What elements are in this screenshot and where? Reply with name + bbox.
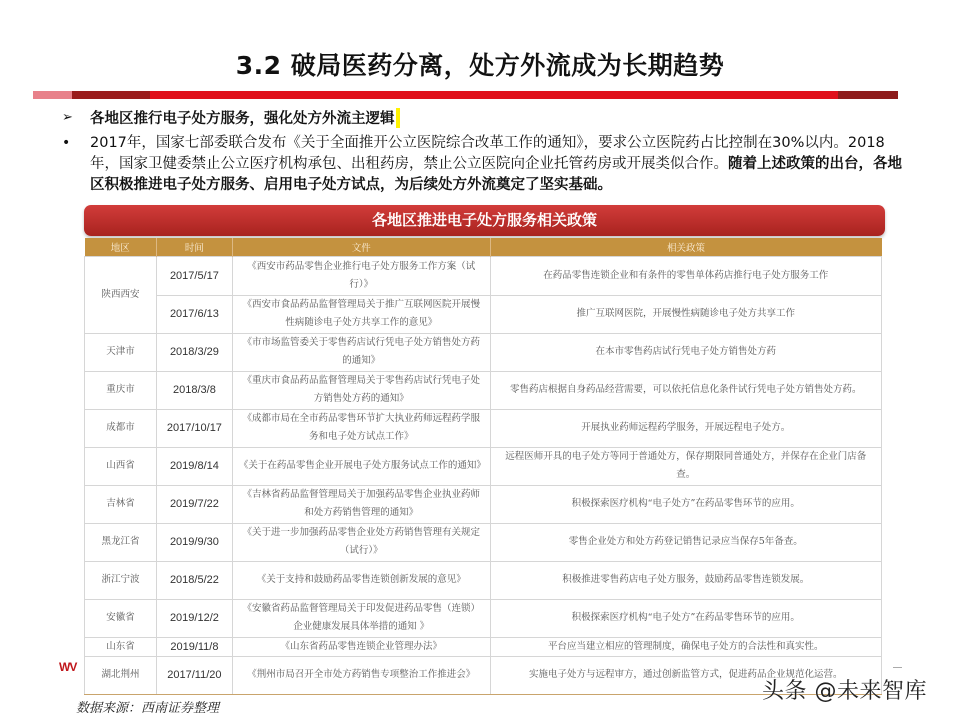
- cell-document: 《安徽省药品监督管理局关于印发促进药品零售（连锁）企业健康发展具体举措的通知 》: [232, 599, 490, 637]
- cell-date: 2019/7/22: [156, 485, 232, 523]
- arrow-bullet-icon: ➢: [62, 110, 73, 125]
- table-row: [85, 409, 882, 447]
- cell-policy: 零售药店根据自身药品经营需要，可以依托信息化条件试行凭电子处方销售处方药。: [490, 371, 881, 409]
- cell-date: 2019/8/14: [156, 447, 232, 485]
- cell-region: 吉林省: [85, 485, 157, 523]
- cell-date: 2017/6/13: [156, 295, 232, 333]
- cell-policy: 推广互联网医院，开展慢性病随诊电子处方共享工作: [490, 295, 881, 333]
- bar-segment: [33, 91, 72, 99]
- cell-region: 重庆市: [85, 371, 157, 409]
- table-row: [85, 485, 882, 523]
- dot-bullet-icon: •: [62, 135, 71, 151]
- table-row: [85, 637, 882, 656]
- cell-region: 黑龙江省: [85, 523, 157, 561]
- cell-region: 山东省: [85, 637, 157, 656]
- cell-region: 浙江宁波: [85, 561, 157, 599]
- table-row: [85, 523, 882, 561]
- table-row: [85, 295, 882, 333]
- paragraph-bold-text: 随着上述政策的出台，各地区积极推进电子处方服务、启用电子处方试点，为后续处方外流奠定了坚实基础。: [90, 156, 902, 193]
- cell-date: 2018/3/8: [156, 371, 232, 409]
- cell-date: 2017/5/17: [156, 256, 232, 295]
- cell-document: 《荆州市局召开全市处方药销售专项整治工作推进会》: [232, 656, 490, 694]
- paragraph-text: 2017年，国家七部委联合发布《关于全面推开公立医院综合改革工作的通知》，要求公立医院药占比控制在30%以内。2018年，国家卫健委禁止公立医疗机构承包、出租药房，禁止公立医院向企业托管药房或开展类似合作。: [90, 135, 885, 172]
- cell-document: 《吉林省药品监督管理局关于加强药品零售企业执业药师和处方药销售管理的通知》: [232, 485, 490, 523]
- cell-policy: 平台应当建立相应的管理制度，确保电子处方的合法性和真实性。: [490, 637, 881, 656]
- cell-document: 《市市场监管委关于零售药店试行凭电子处方销售处方药的通知》: [232, 333, 490, 371]
- cell-region: 陕西西安: [85, 256, 157, 333]
- cell-region: 成都市: [85, 409, 157, 447]
- header-region: 地区: [85, 238, 157, 256]
- decorative-dash: [893, 667, 902, 668]
- section-heading-text: 各地区推行电子处方服务，强化处方外流主逻辑: [90, 111, 395, 127]
- cell-region: 山西省: [85, 447, 157, 485]
- cell-document: 《成都市局在全市药品零售环节扩大执业药师远程药学服务和电子处方试点工作》: [232, 409, 490, 447]
- cell-document: 《关于进一步加强药品零售企业处方药销售管理有关规定（试行）》: [232, 523, 490, 561]
- cell-document: 《关于在药品零售企业开展电子处方服务试点工作的通知》: [232, 447, 490, 485]
- cell-date: 2017/10/17: [156, 409, 232, 447]
- cell-date: 2019/11/8: [156, 637, 232, 656]
- data-source-note: 数据来源：西南证券整理: [76, 701, 220, 716]
- cell-policy: 在药品零售连锁企业和有条件的零售单体药店推行电子处方服务工作: [490, 256, 881, 295]
- section-heading: [62, 107, 400, 128]
- title-divider-bar: [33, 91, 898, 99]
- table-row: [85, 256, 882, 295]
- slide-title: 3.2 破局医药分离，处方外流成为长期趋势: [235, 51, 725, 80]
- bar-segment: [838, 91, 898, 99]
- cell-region: 安徽省: [85, 599, 157, 637]
- cell-policy: 积极推进零售药店电子处方服务，鼓励药品零售连锁发展。: [490, 561, 881, 599]
- cell-date: 2018/3/29: [156, 333, 232, 371]
- cell-date: 2019/9/30: [156, 523, 232, 561]
- bar-segment: [72, 91, 150, 99]
- table-row: [85, 561, 882, 599]
- table-row: [85, 599, 882, 637]
- cell-policy: 在本市零售药店试行凭电子处方销售处方药: [490, 333, 881, 371]
- cell-date: 2017/11/20: [156, 656, 232, 694]
- cell-document: 《重庆市食品药品监督管理局关于零售药店试行凭电子处方销售处方药的通知》: [232, 371, 490, 409]
- text-cursor-highlight: [396, 108, 400, 128]
- cell-document: 《西安市药品零售企业推行电子处方服务工作方案（试行）》: [232, 256, 490, 295]
- table-banner-title: 各地区推进电子处方服务相关政策: [84, 205, 885, 236]
- table-row: [85, 371, 882, 409]
- cell-region: 天津市: [85, 333, 157, 371]
- cell-policy: 零售企业处方和处方药登记销售记录应当保存5年备查。: [490, 523, 881, 561]
- body-paragraph: [62, 133, 922, 196]
- table-row: [85, 333, 882, 371]
- cell-date: 2018/5/22: [156, 561, 232, 599]
- bar-segment: [150, 91, 838, 99]
- table-header-row: [85, 238, 882, 256]
- cell-policy: 实施电子处方与远程审方，通过创新监管方式，促进药品企业规范化运营。: [490, 656, 881, 694]
- cell-region: 湖北荆州: [85, 656, 157, 694]
- table-row: [85, 447, 882, 485]
- cell-document: 《关于支持和鼓励药品零售连锁创新发展的意见》: [232, 561, 490, 599]
- cell-policy: 积极探索医疗机构“电子处方”在药品零售环节的应用。: [490, 485, 881, 523]
- cell-policy: 积极探索医疗机构“电子处方”在药品零售环节的应用。: [490, 599, 881, 637]
- cell-document: 《山东省药品零售连锁企业管理办法》: [232, 637, 490, 656]
- header-date: 时间: [156, 238, 232, 256]
- cell-policy: 远程医师开具的电子处方等同于普通处方，保存期限同普通处方，并保存在企业门店备查。: [490, 447, 881, 485]
- cell-document: 《西安市食品药品监督管理局关于推广互联网医院开展慢性病随诊电子处方共享工作的意见》: [232, 295, 490, 333]
- header-policy: 相关政策: [490, 238, 881, 256]
- policy-table: [84, 238, 882, 695]
- cell-date: 2019/12/2: [156, 599, 232, 637]
- header-document: 文件: [232, 238, 490, 256]
- watermark: 头条 @未来智库: [762, 679, 927, 704]
- logo-fragment: WV: [59, 660, 77, 674]
- cell-policy: 开展执业药师远程药学服务，开展远程电子处方。: [490, 409, 881, 447]
